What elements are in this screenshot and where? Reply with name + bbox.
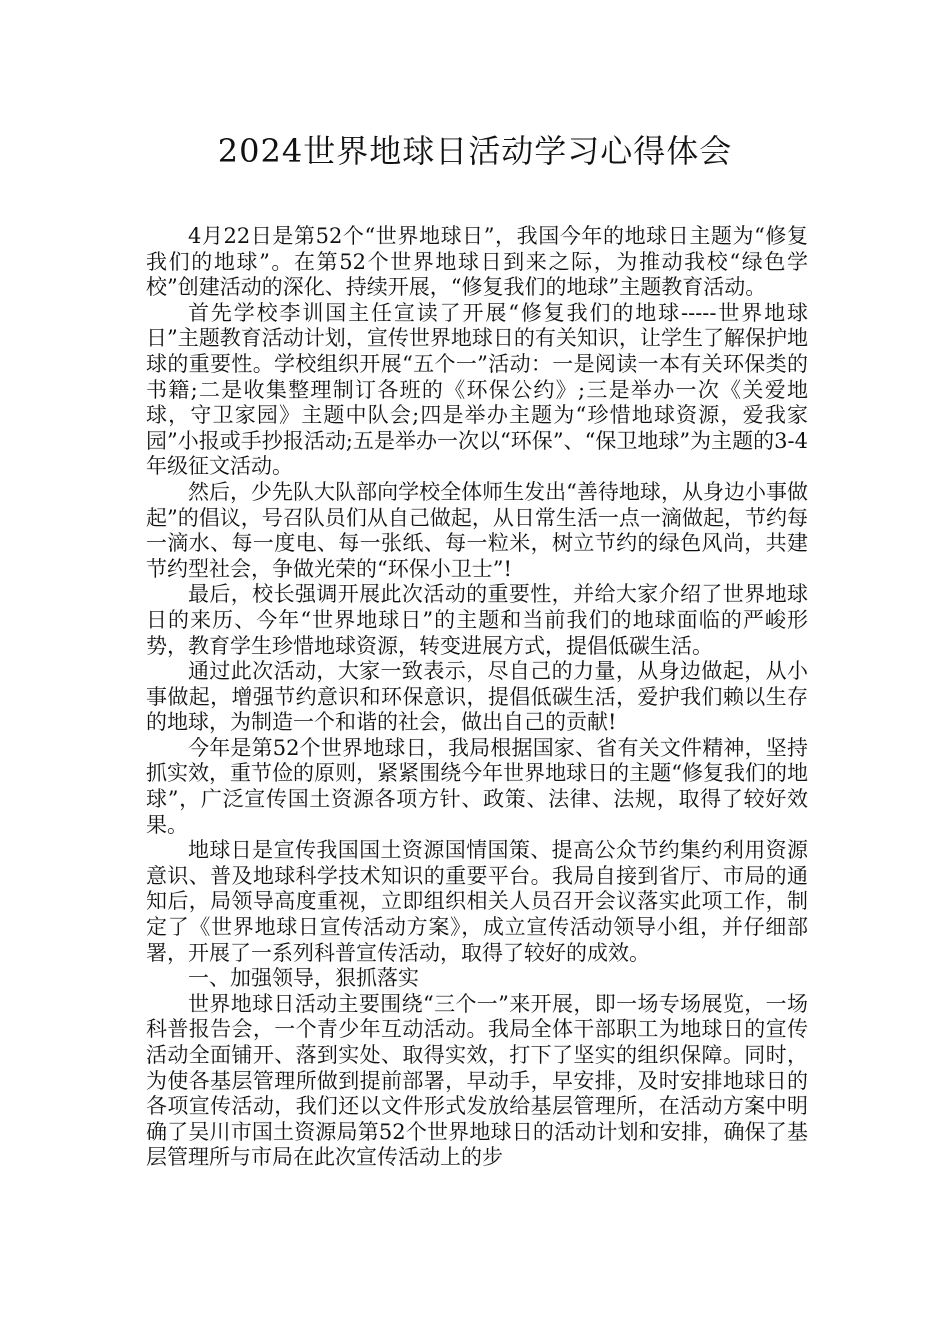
paragraph: 最后，校长强调开展此次活动的重要性，并给大家介绍了世界地球日的来历、今年“世界地球日”的主题和当前我们的地球面临的严峻形势，教育学生珍惜地球资源，转变进展方式，提倡低碳生活。 — [146, 582, 808, 658]
section-heading: 一、加强领导，狠抓落实 — [188, 966, 419, 991]
paragraph: 今年是第52个世界地球日，我局根据国家、省有关文件精神，坚持抓实效，重节俭的原则，紧紧围绕今年世界地球日的主题“修复我们的地球”，广泛宣传国土资源各项方针、政策、法律、法规，取得了较好效果。 — [146, 735, 808, 837]
document-body — [146, 224, 808, 1171]
paragraph: 地球日是宣传我国国土资源国情国策、提高公众节约集约利用资源意识、普及地球科学技术知识的重要平台。我局自接到省厅、市局的通知后，局领导高度重视，立即组织相关人员召开会议落实此项工作，制定了《世界地球日宣传活动方案》，成立宣传活动领导小组，并仔细部署，开展了一系列科普宣传活动，取得了较好的成效。 — [146, 838, 808, 965]
document-title: 2024世界地球日活动学习心得体会 — [217, 132, 733, 170]
paragraph: 首先学校李训国主任宣读了开展“修复我们的地球-----世界地球日”主题教育活动计划，宣传世界地球日的有关知识，让学生了解保护地球的重要性。学校组织开展“五个一”活动：一是阅读一本有关环保类的书籍;二是收集整理制订各班的《环保公约》;三是举办一次《关爱地球，守卫家园》主题中队会;四是举办主题为“珍惜地球资源，爱我家园”小报或手抄报活动;五是举办一次以“环保”、“保卫地球”为主题的3-4年级征文活动。 — [146, 300, 808, 479]
paragraph: 4月22日是第52个“世界地球日”，我国今年的地球日主题为“修复我们的地球”。在第52个世界地球日到来之际，为推动我校“绿色学校”创建活动的深化、持续开展，“修复我们的地球”主题教育活动。 — [146, 224, 808, 300]
paragraph: 然后，少先队大队部向学校全体师生发出“善待地球，从身边小事做起”的倡议，号召队员们从自己做起，从日常生活一点一滴做起，节约每一滴水、每一度电、每一张纸、每一粒米，树立节约的绿色风尚，共建节约型社会，争做光荣的“环保小卫士”! — [146, 479, 808, 581]
paragraph: 世界地球日活动主要围绕“三个一”来开展，即一场专场展览，一场科普报告会，一个青少年互动活动。我局全体干部职工为地球日的宣传活动全面铺开、落到实处、取得实效，打下了坚实的组织保障。同时，为使各基层管理所做到提前部署，早动手，早安排，及时安排地球日的各项宣传活动，我们还以文件形式发放给基层管理所，在活动方案中明确了吴川市国土资源局第52个世界地球日的活动计划和安排，确保了基层管理所与市局在此次宣传活动上的步 — [146, 991, 808, 1170]
paragraph: 通过此次活动，大家一致表示，尽自己的力量，从身边做起，从小事做起，增强节约意识和环保意识，提倡低碳生活，爱护我们赖以生存的地球，为制造一个和谐的社会，做出自己的贡献! — [146, 659, 808, 735]
